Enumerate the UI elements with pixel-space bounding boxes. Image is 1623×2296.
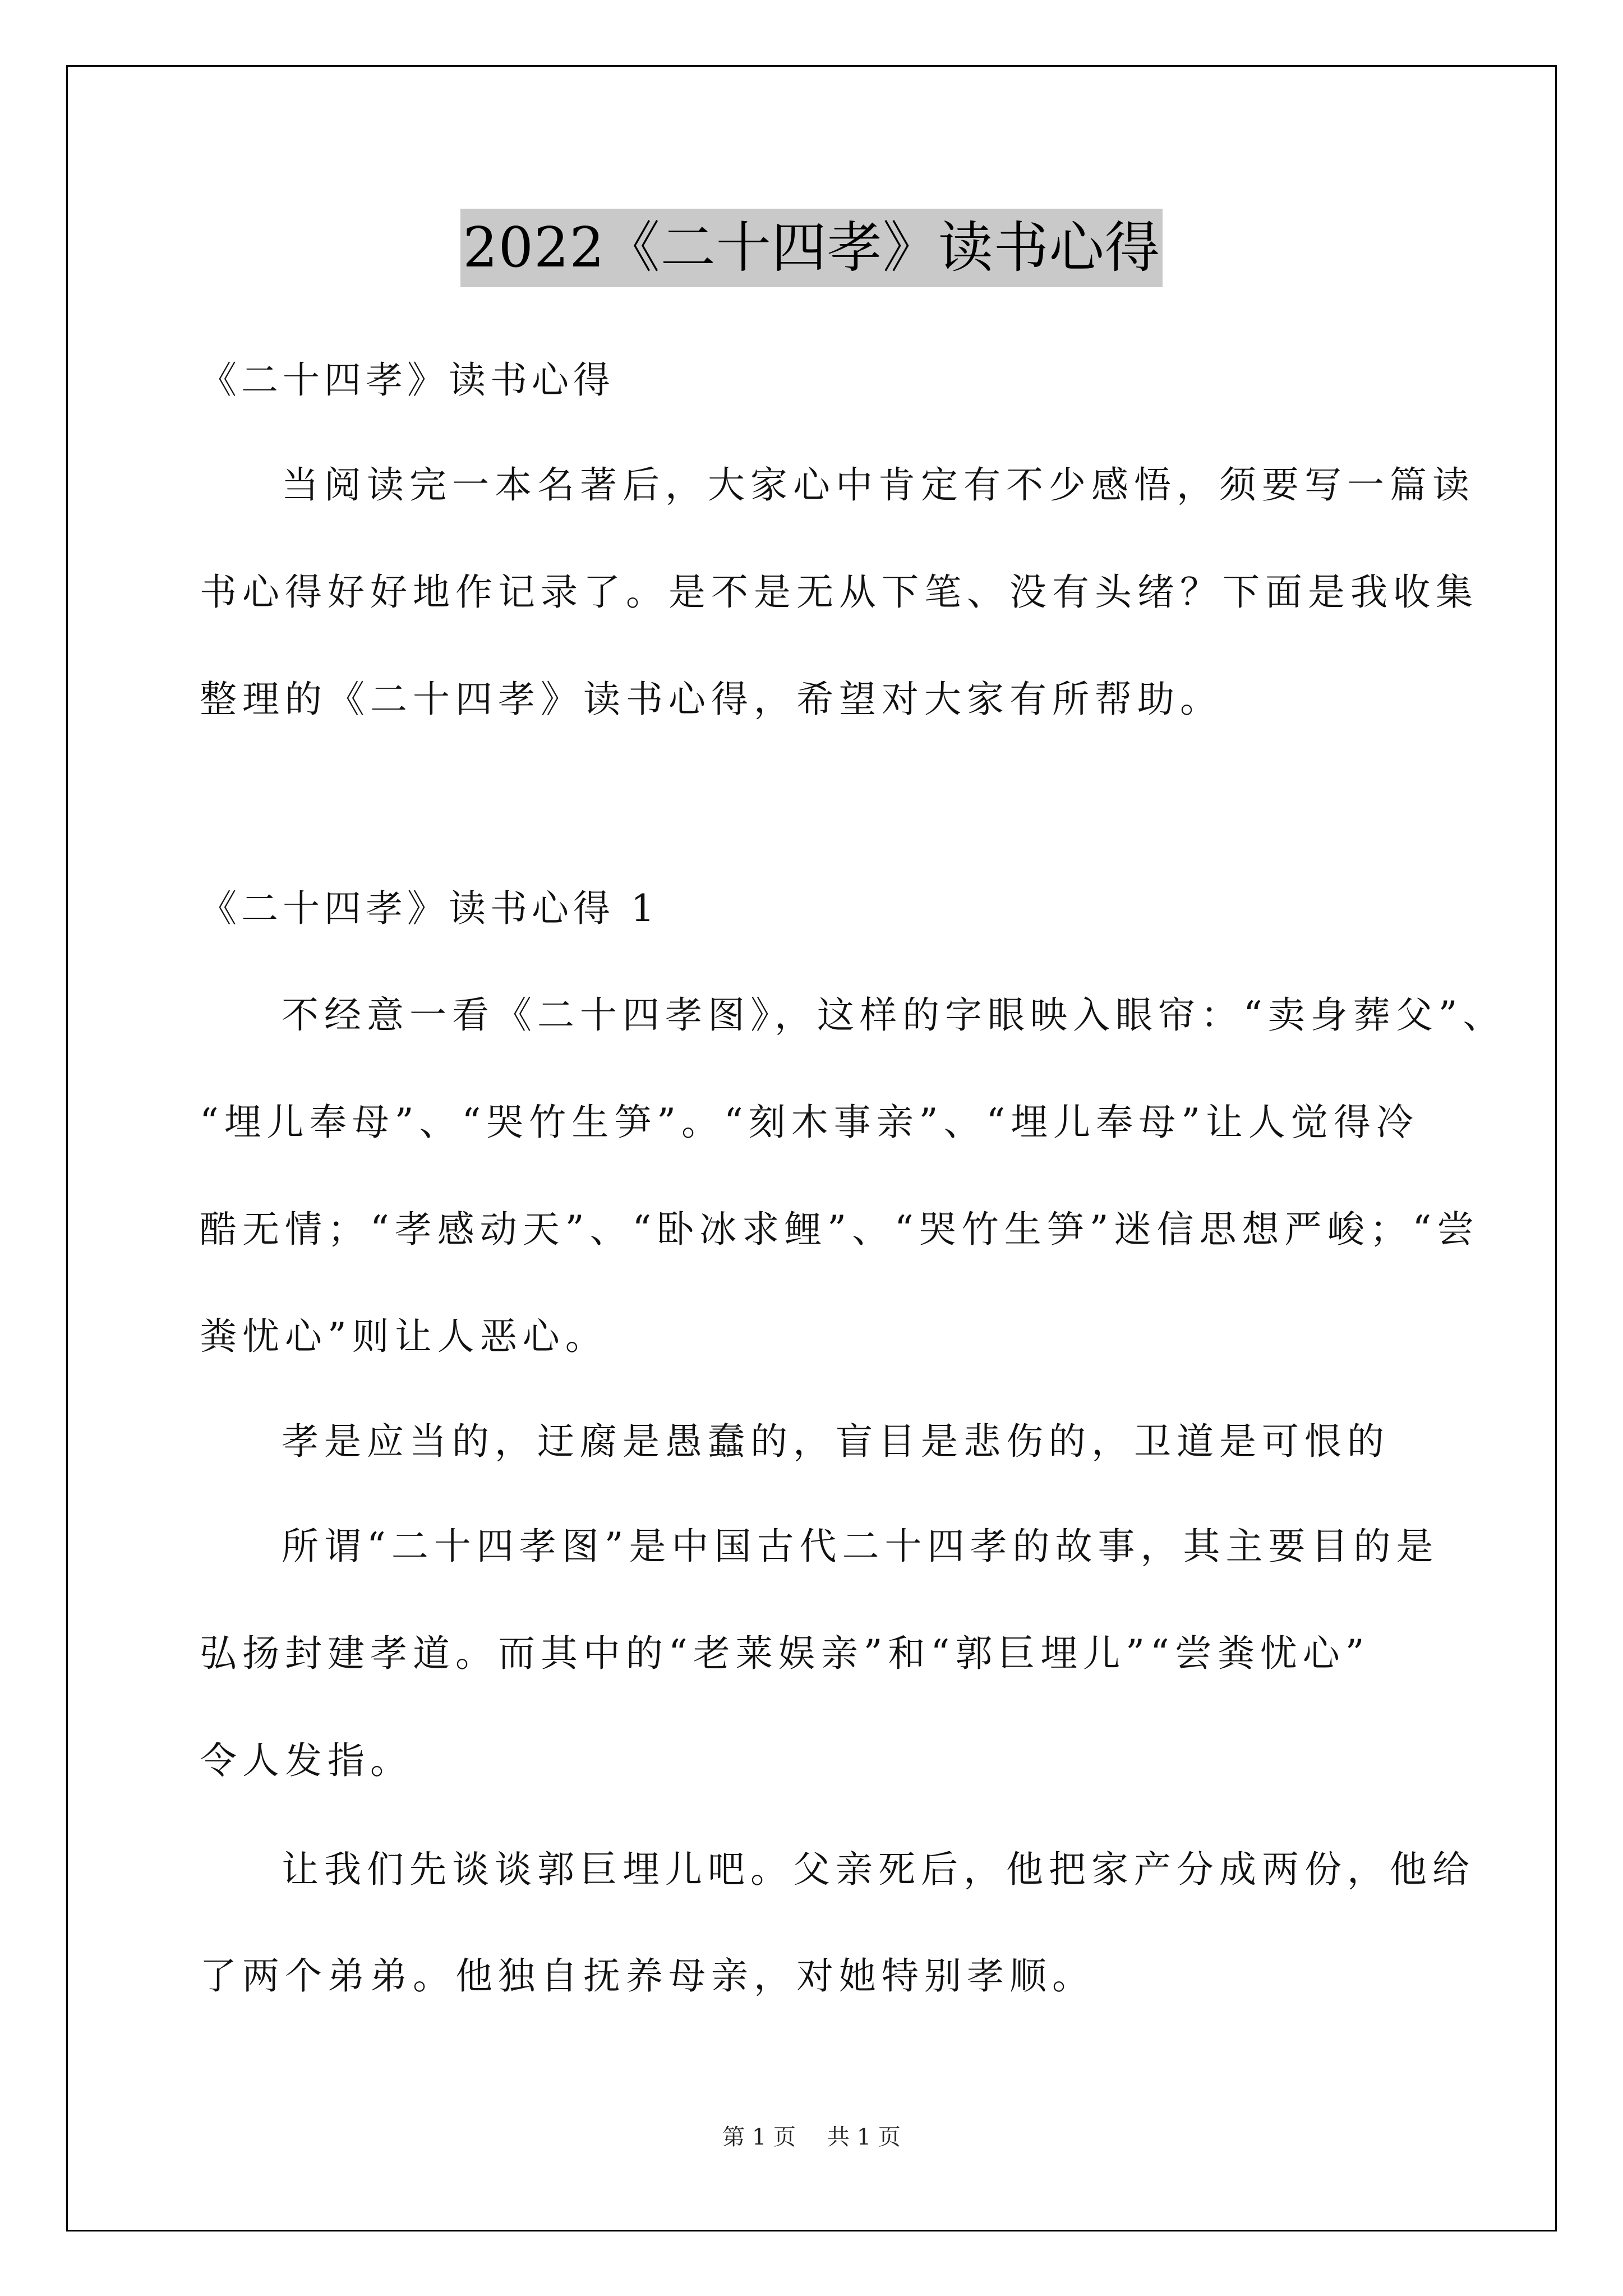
paragraph-line: 整理的《二十四孝》读书心得，希望对大家有所帮助。 bbox=[200, 678, 1223, 721]
title-wrapper bbox=[0, 209, 1623, 287]
page-footer bbox=[0, 2120, 1623, 2154]
paragraph-line: 让我们先谈谈郭巨埋儿吧。父亲死后，他把家产分成两份，他给 bbox=[282, 1848, 1475, 1891]
paragraph-line: 不经意一看《二十四孝图》，这样的字眼映入眼帘：“卖身葬父”、 bbox=[282, 993, 1506, 1037]
page-number: 第 1 页 bbox=[722, 2124, 796, 2150]
paragraph-line: “埋儿奉母”、“哭竹生笋”。“刻木事亲”、“埋儿奉母”让人觉得冷 bbox=[200, 1101, 1419, 1144]
paragraph-line: 当阅读完一本名著后，大家心中肯定有不少感悟，须要写一篇读 bbox=[282, 463, 1475, 507]
paragraph-line: 所谓“二十四孝图”是中国古代二十四孝的故事，其主要目的是 bbox=[282, 1525, 1439, 1568]
paragraph-line: 书心得好好地作记录了。是不是无从下笔、没有头绪？下面是我收集 bbox=[200, 570, 1478, 614]
document-title: 2022《二十四孝》读书心得 bbox=[460, 209, 1162, 287]
paragraph-line: 孝是应当的，迂腐是愚蠢的，盲目是悲伤的，卫道是可恨的 bbox=[282, 1420, 1390, 1463]
page-total: 共 1 页 bbox=[827, 2124, 901, 2150]
paragraph-line: 酷无情；“孝感动天”、“卧冰求鲤”、“哭竹生笋”迷信思想严峻；“尝 bbox=[200, 1208, 1480, 1251]
paragraph-line: 弘扬封建孝道。而其中的“老莱娱亲”和“郭巨埋儿”“尝粪忧心” bbox=[200, 1632, 1370, 1675]
section-heading-intro: 《二十四孝》读书心得 bbox=[200, 358, 615, 402]
paragraph-line: 令人发指。 bbox=[200, 1739, 413, 1782]
paragraph-line: 了两个弟弟。他独自抚养母亲，对她特别孝顺。 bbox=[200, 1954, 1095, 1998]
section-heading-1: 《二十四孝》读书心得 1 bbox=[200, 887, 659, 930]
paragraph-line: 粪忧心”则让人恶心。 bbox=[200, 1315, 608, 1358]
